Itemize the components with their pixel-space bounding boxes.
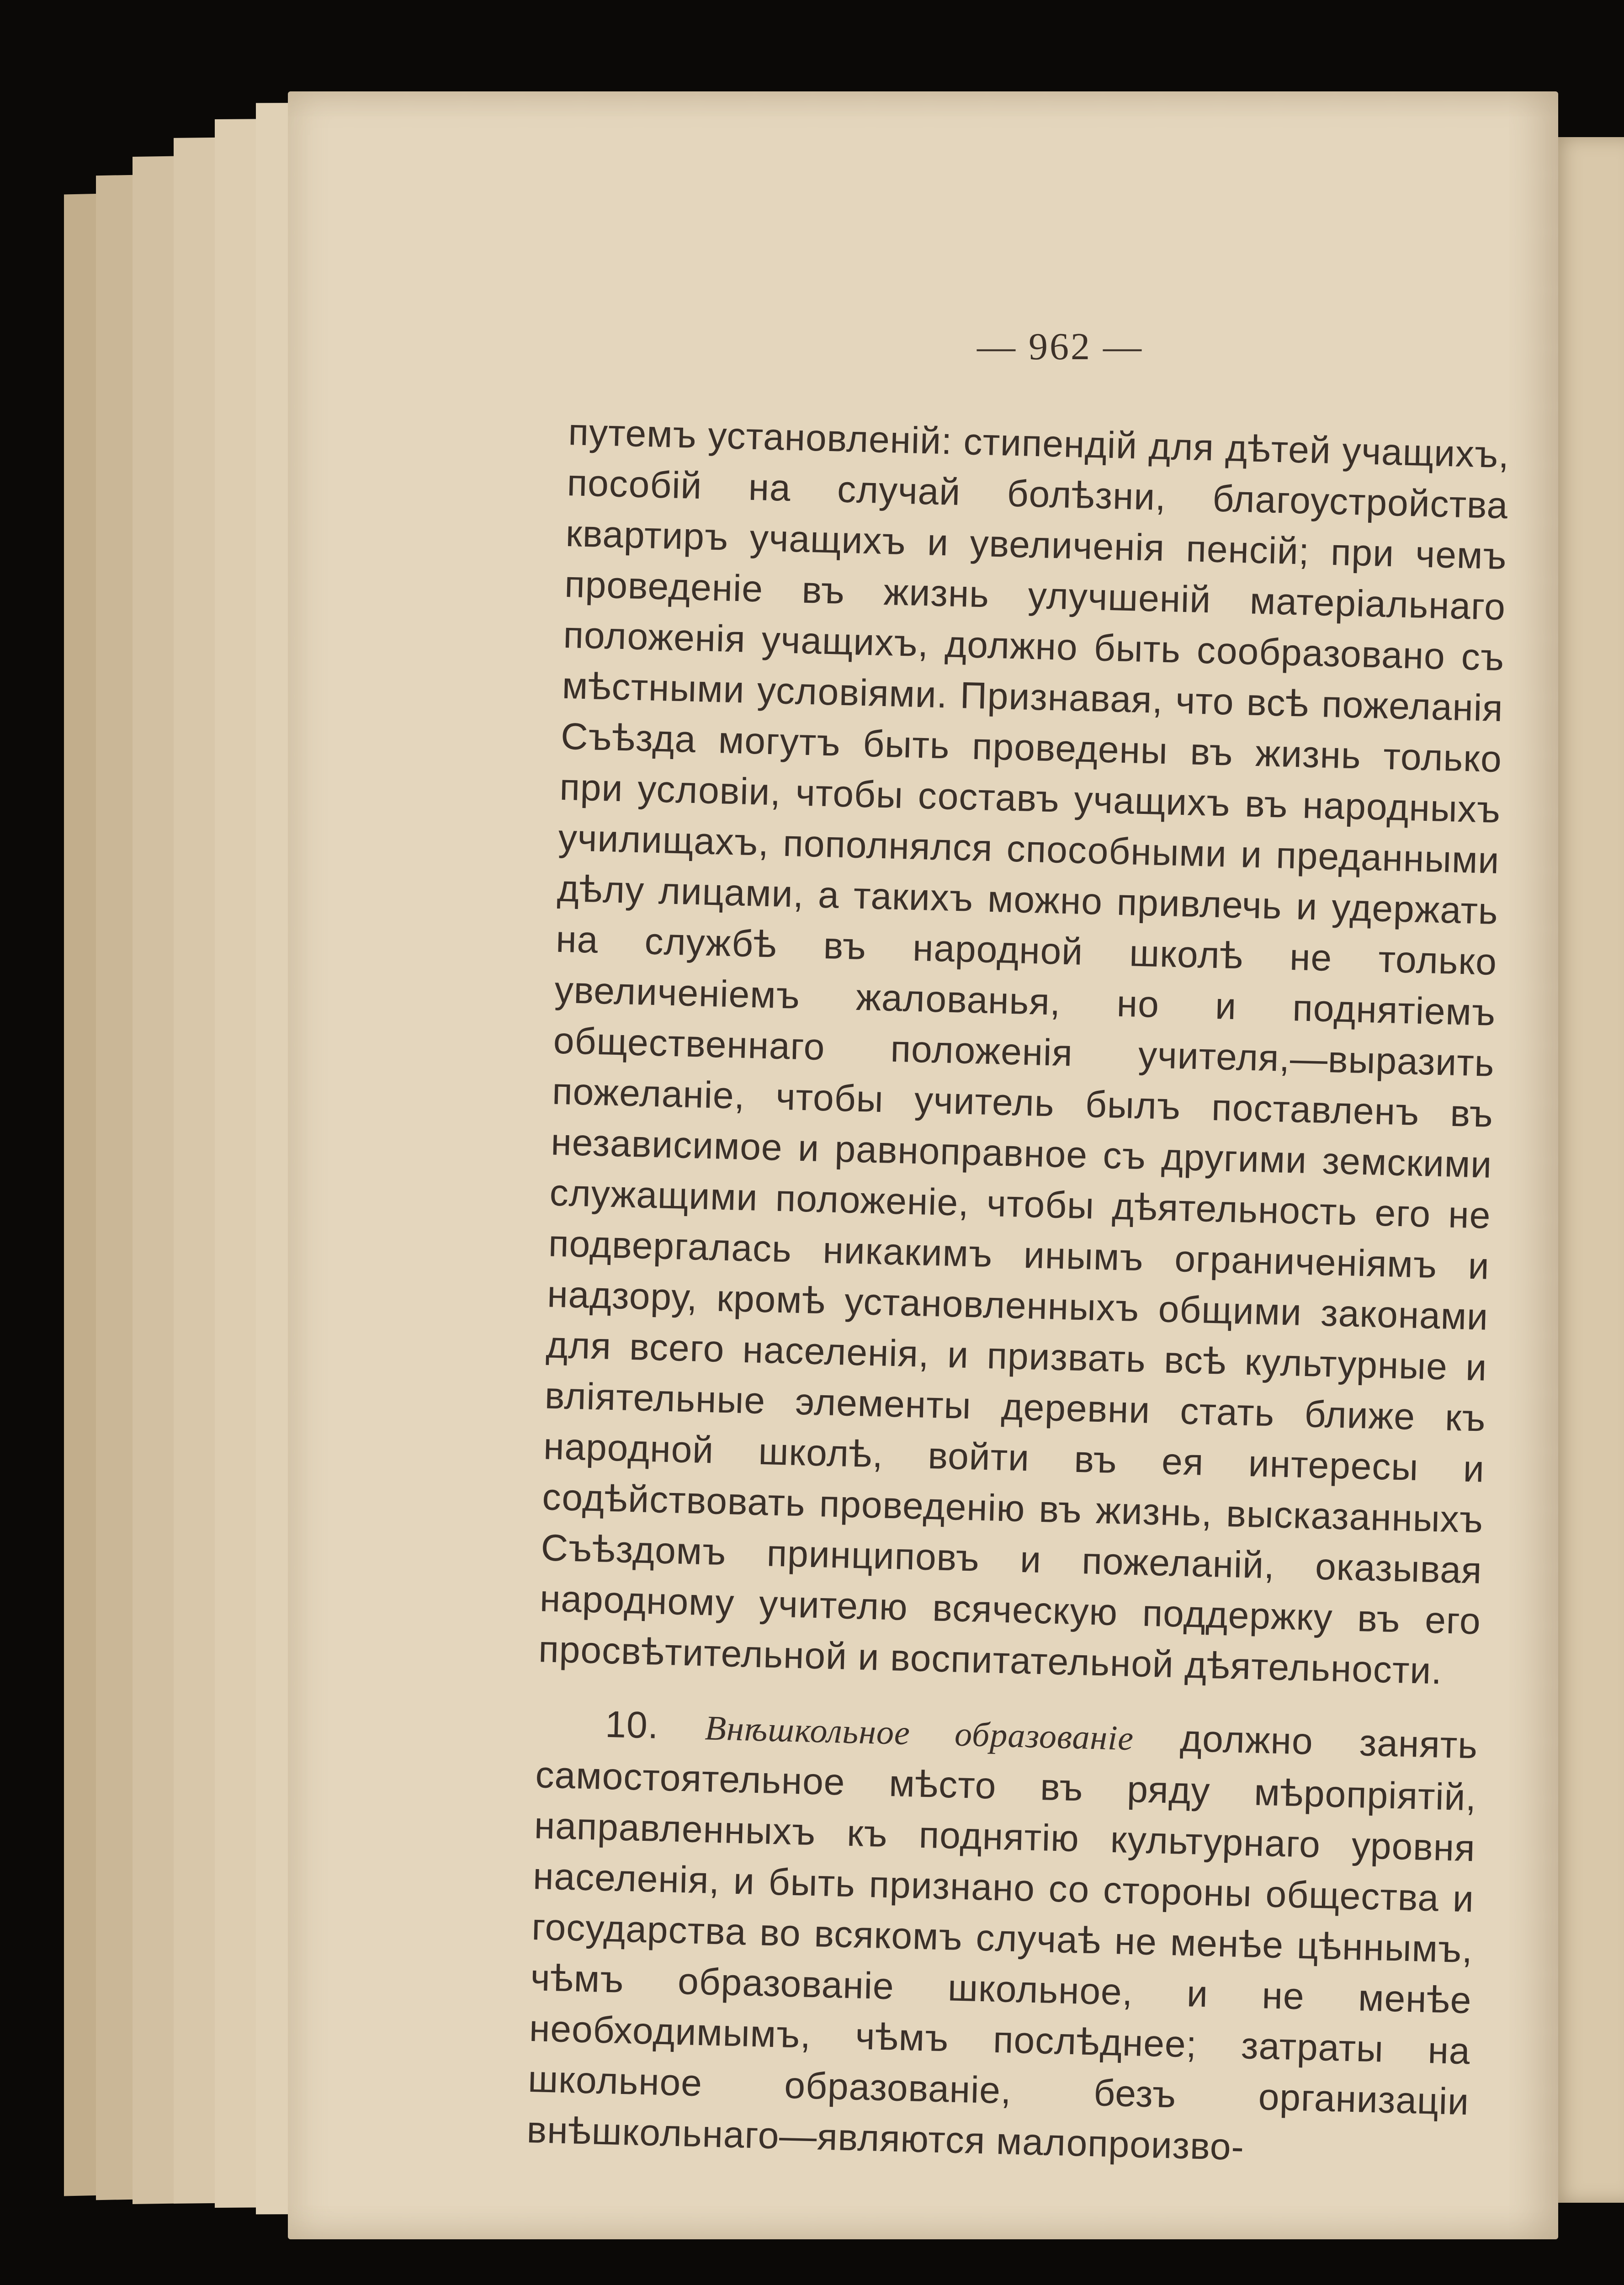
paragraph-text: должно занять самостоятельное мѣсто въ ряду мѣропріятій, направленныхъ къ поднятію культурнаго уровня населенія, и быть признано со стороны общества и государства во всякомъ случаѣ не менѣе цѣннымъ, чѣмъ образованіе школьное, и не менѣе необходимымъ, чѣмъ послѣднее; затраты на школьное образованіе, безъ организаціи внѣшкольнаго—являются малопроизво- [526,1716,1479,2168]
page-number: — 962 — [977,325,1143,368]
book-page [288,91,1558,2239]
facing-page [1549,137,1624,2203]
paragraph: путемъ установленій: стипендій для дѣтей учащихъ, пособій на случай болѣзни, благоустройства квартиръ учащихъ и увеличенія пенсій; при чемъ проведеніе въ жизнь улучшеній матеріальнаго положенія учащихъ, должно быть сообразовано съ мѣстными условіями. Признавая, что всѣ пожеланія Съѣзда могутъ быть проведены въ жизнь только при условіи, чтобы составъ учащихъ въ народныхъ училищахъ, пополнялся способными и преданными дѣлу лицами, а такихъ можно привлечь и удержать на службѣ въ народной школѣ не только увеличеніемъ жалованья, но и поднятіемъ общественнаго положенія учителя,—выразить пожеланіе, чтобы учитель былъ поставленъ въ независимое и равноправное съ другими земскими служащими положеніе, чтобы дѣятельность его не подвергалась никакимъ инымъ ограниченіямъ и надзору, кромѣ установленныхъ общими законами для всего населенія, и призвать всѣ культурные и вліятельные элементы деревни стать ближе къ народной школѣ, войти въ ея интересы и содѣйствовать проведенію въ жизнь, высказанныхъ Съѣздомъ принциповъ и пожеланій, оказывая народному учителю всяческую поддержку въ его просвѣтительной и воспитательной дѣятельности. [538,411,1510,1692]
page-body [526,407,1510,2178]
item-number: 10. [605,1703,659,1747]
paragraph [526,1697,1478,2178]
italic-heading: Внѣшкольное образованіе [704,1709,1135,1758]
